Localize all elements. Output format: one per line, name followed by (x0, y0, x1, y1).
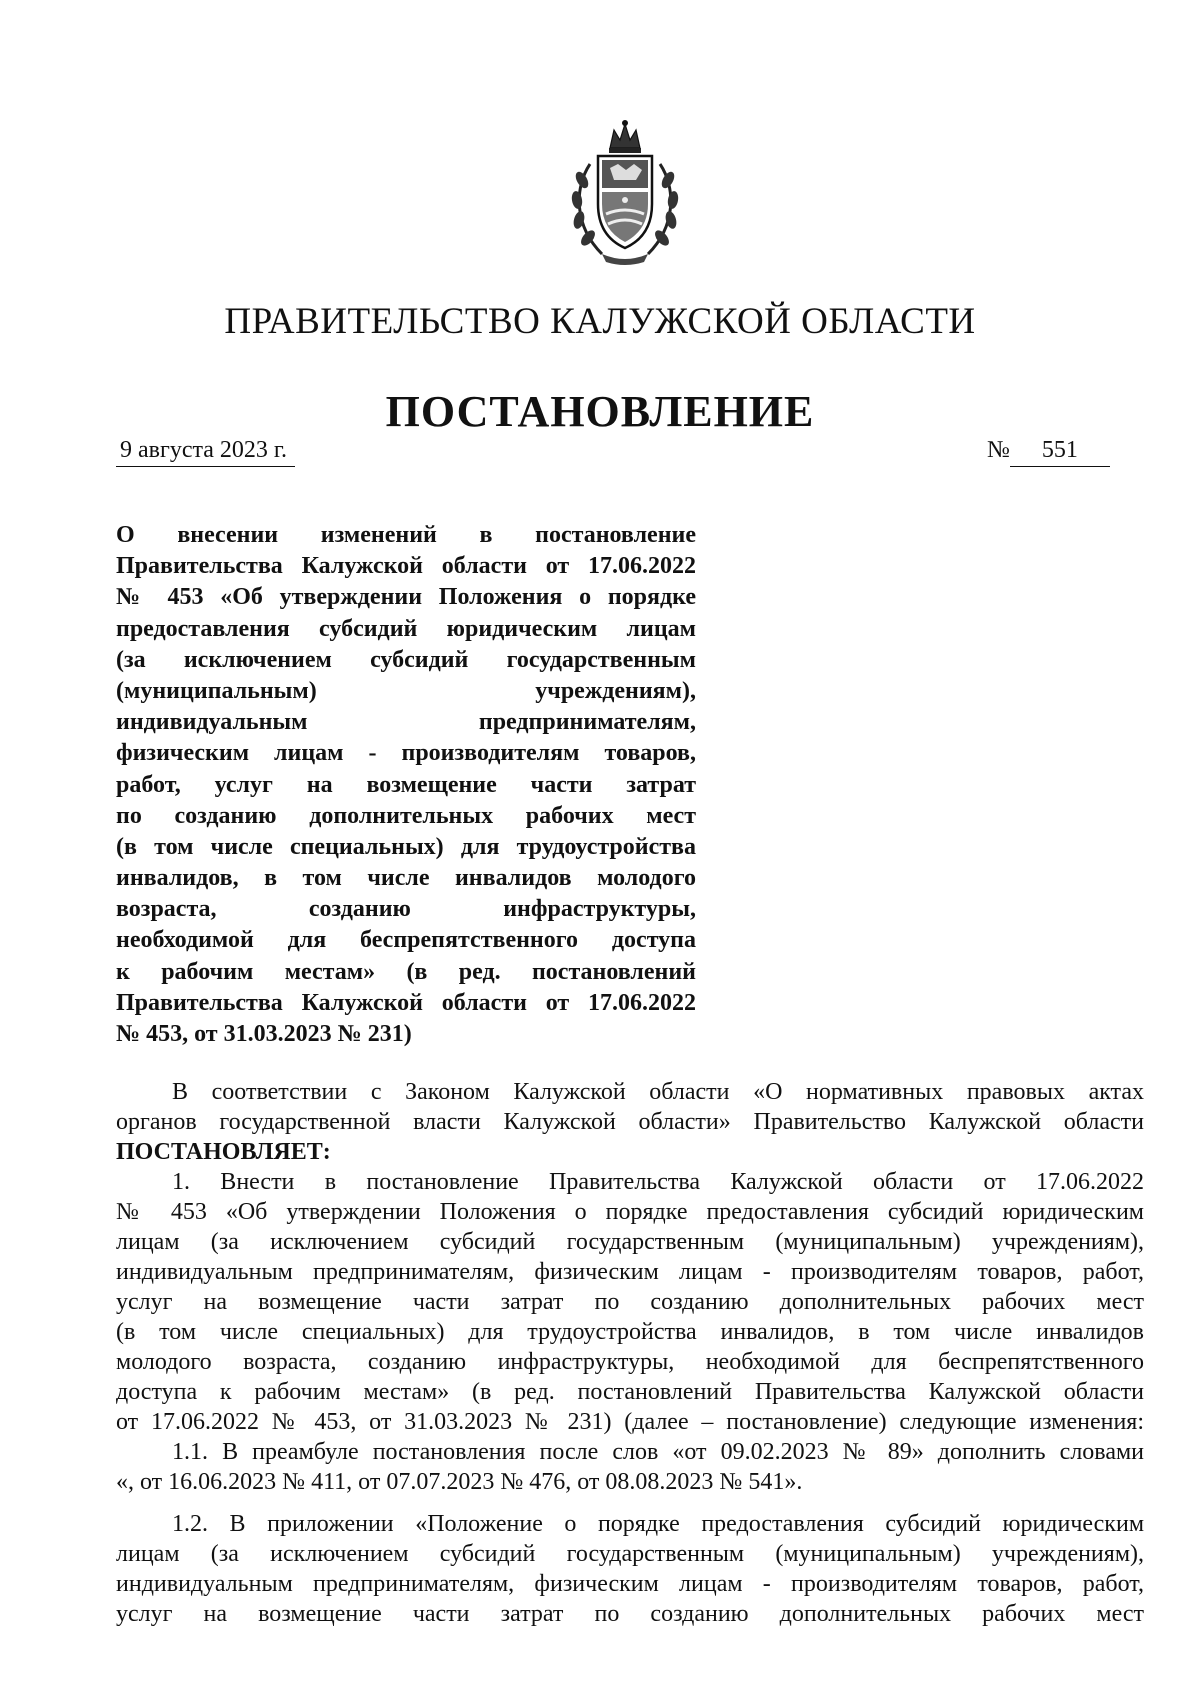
paragraph-gap (116, 1497, 1144, 1509)
subject-line: по созданию дополнительных рабочих мест (116, 802, 696, 829)
document-date: 9 августа 2023 г. (116, 437, 295, 467)
document-number (987, 437, 1110, 467)
subject-line: № 453 «Об утверждении Положения о порядке (116, 584, 696, 611)
item-1-1-line: 1.1. В преамбуле постановления после слов «от 09.02.2023 № 89» дополнить словами (172, 1439, 1144, 1465)
item-1-line: 1. Внести в постановление Правительства Калужской области от 17.06.2022 (172, 1169, 1144, 1195)
item-1-line: индивидуальным предпринимателям, физическим лицам - производителям товаров, работ, (116, 1259, 1144, 1285)
number-value: 551 (1010, 437, 1110, 467)
item-1-2-line: лицам (за исключением субсидий государственным (муниципальным) учреждениям), (116, 1541, 1144, 1567)
document-body (116, 1077, 1144, 1629)
item-1-line: молодого возраста, созданию инфраструктуры, необходимой для беспрепятственного (116, 1349, 1144, 1375)
item-1-line: № 453 «Об утверждении Положения о порядке предоставления субсидий юридическим (116, 1199, 1144, 1225)
subject-line: возраста, созданию инфраструктуры, (116, 896, 696, 923)
resolves-heading: ПОСТАНОВЛЯЕТ: (116, 1139, 331, 1165)
subject-line: (за исключением субсидий государственным (116, 646, 696, 673)
kaluga-oblast-coat-of-arms-icon (566, 118, 684, 266)
document-subject (116, 520, 696, 1050)
subject-line: О внесении изменений в постановление (116, 522, 696, 548)
subject-line: № 453, от 31.03.2023 № 231) (116, 1021, 412, 1047)
item-1-line: от 17.06.2022 № 453, от 31.03.2023 № 231) (далее – постановление) следующие изменения: (116, 1409, 1144, 1435)
subject-line: Правительства Калужской области от 17.06.2022 (116, 553, 696, 580)
subject-line: работ, услуг на возмещение части затрат (116, 771, 696, 798)
item-1-1-line: «, от 16.06.2023 № 411, от 07.07.2023 № 476, от 08.08.2023 № 541». (116, 1469, 803, 1495)
government-title: ПРАВИТЕЛЬСТВО КАЛУЖСКОЙ ОБЛАСТИ (224, 301, 976, 342)
preamble-line: В соответствии с Законом Калужской области «О нормативных правовых актах (172, 1079, 1144, 1105)
subject-line: Правительства Калужской области от 17.06.2022 (116, 989, 696, 1016)
item-1-line: лицам (за исключением субсидий государственным (муниципальным) учреждениям), (116, 1229, 1144, 1255)
number-label: № (987, 437, 1010, 463)
preamble-line: органов государственной власти Калужской области» Правительство Калужской области (116, 1109, 1144, 1135)
subject-line: к рабочим местам» (в ред. постановлений (116, 958, 696, 985)
subject-line: (в том числе специальных) для трудоустройства (116, 833, 696, 860)
item-1-2-line: услуг на возмещение части затрат по созданию дополнительных рабочих мест (116, 1601, 1144, 1627)
subject-line: индивидуальным предпринимателям, (116, 709, 696, 736)
item-1-line: (в том числе специальных) для трудоустройства инвалидов, в том числе инвалидов (116, 1319, 1144, 1345)
subject-line: необходимой для беспрепятственного доступа (116, 927, 696, 954)
item-1-line: услуг на возмещение части затрат по созданию дополнительных рабочих мест (116, 1289, 1144, 1315)
document-type-title: ПОСТАНОВЛЕНИЕ (385, 387, 815, 436)
subject-line: (муниципальным) учреждениям), (116, 677, 696, 704)
item-1-2-line: 1.2. В приложении «Положение о порядке предоставления субсидий юридическим (172, 1511, 1144, 1537)
subject-line: инвалидов, в том числе инвалидов молодого (116, 865, 696, 892)
item-1-2-line: индивидуальным предпринимателям, физическим лицам - производителям товаров, работ, (116, 1571, 1144, 1597)
subject-line: предоставления субсидий юридическим лицам (116, 615, 696, 642)
subject-line: физическим лицам - производителям товаров, (116, 740, 696, 767)
item-1-line: доступа к рабочим местам» (в ред. постановлений Правительства Калужской области (116, 1379, 1144, 1405)
